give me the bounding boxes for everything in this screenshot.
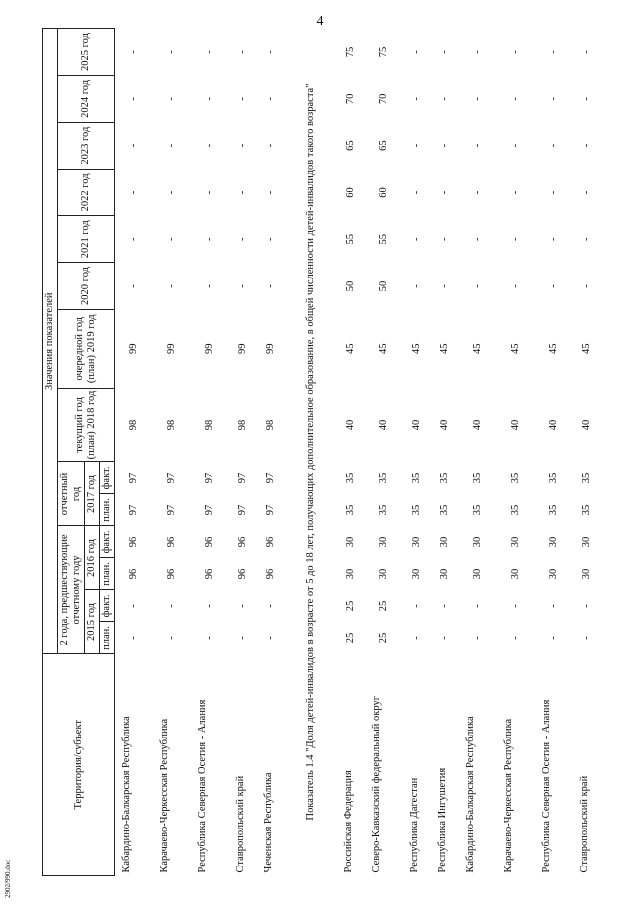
value-cell: 50 xyxy=(344,280,356,292)
value-cell: - xyxy=(203,237,215,241)
value-cell: - xyxy=(264,636,276,640)
value-cell: - xyxy=(580,190,592,195)
value-cell: 35 xyxy=(410,472,422,484)
value-cell: 99 xyxy=(165,343,177,354)
value-cell: - xyxy=(264,50,276,54)
value-cell: 30 xyxy=(471,568,483,580)
value-cell: 99 xyxy=(264,343,276,354)
value-cell: 98 xyxy=(203,419,215,431)
value-cell: 30 xyxy=(377,568,389,580)
value-cell: 65 xyxy=(344,140,356,151)
territory-cell: Республика Северная Осетия - Алания xyxy=(196,699,208,873)
value-cell: - xyxy=(264,237,276,241)
value-cell: 45 xyxy=(471,343,483,354)
value-cell: - xyxy=(547,97,559,101)
value-cell: 30 xyxy=(509,536,521,548)
value-cell: - xyxy=(264,190,276,195)
value-cell: - xyxy=(128,190,140,195)
value-cell: - xyxy=(509,190,521,195)
value-cell: 97 xyxy=(236,504,248,516)
value-cell: - xyxy=(264,284,276,288)
value-cell: - xyxy=(580,604,592,608)
value-cell: 45 xyxy=(410,343,422,354)
value-cell: - xyxy=(203,143,215,148)
header-2024: 2024 год xyxy=(58,76,115,123)
value-cell: - xyxy=(410,237,422,241)
value-cell: 30 xyxy=(580,568,592,580)
value-cell: - xyxy=(165,284,177,288)
value-cell: 30 xyxy=(509,568,521,580)
value-cell: 98 xyxy=(236,419,248,431)
header-fact: факт. xyxy=(100,462,115,494)
value-cell: 60 xyxy=(377,187,389,198)
value-cell: 96 xyxy=(203,536,215,548)
value-cell: - xyxy=(547,604,559,608)
value-cell: 97 xyxy=(236,472,248,484)
value-cell: - xyxy=(438,237,450,241)
value-cell: 35 xyxy=(509,472,521,484)
value-cell: 30 xyxy=(471,536,483,548)
territory-cell: Чеченская Республика xyxy=(262,772,274,873)
indicators-table xyxy=(42,28,601,876)
header-current-year: текущий год (план) 2018 год xyxy=(58,388,115,462)
header-year-2016: 2016 год xyxy=(85,526,100,590)
table-row xyxy=(115,29,153,876)
territory-cell: Карачаево-Черкесская Республика xyxy=(158,718,170,873)
table-row xyxy=(459,29,497,876)
value-cell: 55 xyxy=(344,233,356,245)
header-fact: факт. xyxy=(100,590,115,622)
value-cell: - xyxy=(410,284,422,288)
value-cell: - xyxy=(438,97,450,101)
territory-cell: Ставропольский край xyxy=(578,775,590,873)
value-cell: 99 xyxy=(203,343,215,354)
value-cell: 98 xyxy=(128,419,140,431)
value-cell: - xyxy=(264,143,276,148)
value-cell: - xyxy=(509,50,521,54)
value-cell: 30 xyxy=(410,568,422,580)
value-cell: - xyxy=(264,604,276,608)
value-cell: - xyxy=(471,237,483,241)
value-cell: - xyxy=(410,636,422,640)
value-cell: 35 xyxy=(410,504,422,516)
header-plan: план. xyxy=(100,558,115,590)
value-cell: - xyxy=(547,143,559,148)
value-cell: 35 xyxy=(509,504,521,516)
value-cell: 97 xyxy=(165,504,177,516)
value-cell: - xyxy=(438,50,450,54)
value-cell: - xyxy=(236,636,248,640)
value-cell: 25 xyxy=(377,600,389,612)
value-cell: 40 xyxy=(547,419,559,431)
value-cell: - xyxy=(165,190,177,195)
value-cell: - xyxy=(580,284,592,288)
value-cell: - xyxy=(438,190,450,195)
value-cell: - xyxy=(471,50,483,54)
value-cell: - xyxy=(236,143,248,148)
value-cell: - xyxy=(438,143,450,148)
value-cell: 40 xyxy=(580,419,592,431)
value-cell: - xyxy=(128,604,140,608)
table-row xyxy=(535,29,573,876)
value-cell: 35 xyxy=(344,472,356,484)
value-cell: 30 xyxy=(344,568,356,580)
value-cell: - xyxy=(203,190,215,195)
value-cell: 40 xyxy=(344,419,356,431)
value-cell: - xyxy=(580,636,592,640)
header-2020: 2020 год xyxy=(58,263,115,310)
value-cell: - xyxy=(547,284,559,288)
value-cell: 40 xyxy=(438,419,450,431)
value-cell: - xyxy=(438,636,450,640)
value-cell: 99 xyxy=(236,343,248,354)
value-cell: - xyxy=(438,284,450,288)
value-cell: - xyxy=(128,50,140,54)
territory-cell: Северо-Кавказский федеральный округ xyxy=(370,695,382,873)
value-cell: 65 xyxy=(377,140,389,151)
territory-cell: Кабардино-Балкарская Республика xyxy=(464,716,476,873)
value-cell: - xyxy=(236,284,248,288)
value-cell: 98 xyxy=(165,419,177,431)
value-cell: 70 xyxy=(377,93,389,105)
territory-cell: Ставропольский край xyxy=(234,775,246,873)
value-cell: 30 xyxy=(410,536,422,548)
value-cell: 97 xyxy=(128,472,140,484)
value-cell: 25 xyxy=(344,600,356,612)
value-cell: 45 xyxy=(509,343,521,354)
value-cell: - xyxy=(236,50,248,54)
value-cell: 40 xyxy=(377,419,389,431)
value-cell: - xyxy=(203,284,215,288)
value-cell: - xyxy=(203,50,215,54)
page-number: 4 xyxy=(316,14,324,29)
value-cell: 96 xyxy=(264,536,276,548)
value-cell: 97 xyxy=(203,504,215,516)
header-year-2017: 2017 год xyxy=(85,462,100,526)
value-cell: 35 xyxy=(377,504,389,516)
value-cell: 30 xyxy=(438,536,450,548)
value-cell: - xyxy=(509,237,521,241)
value-cell: - xyxy=(471,143,483,148)
header-next-year: очередной год (план) 2019 год xyxy=(58,309,115,388)
header-2021: 2021 год xyxy=(58,216,115,263)
value-cell: 35 xyxy=(580,472,592,484)
value-cell: 35 xyxy=(580,504,592,516)
value-cell: - xyxy=(509,604,521,608)
value-cell: 50 xyxy=(377,280,389,292)
value-cell: - xyxy=(547,636,559,640)
value-cell: - xyxy=(410,604,422,608)
value-cell: - xyxy=(165,143,177,148)
document-filename: 2902/990.doc xyxy=(4,859,12,898)
value-cell: 96 xyxy=(165,568,177,580)
header-fact: факт. xyxy=(100,526,115,558)
value-cell: - xyxy=(580,143,592,148)
value-cell: - xyxy=(128,237,140,241)
value-cell: 45 xyxy=(438,343,450,354)
value-cell: - xyxy=(471,190,483,195)
value-cell: - xyxy=(509,636,521,640)
table-row xyxy=(365,29,403,876)
value-cell: 97 xyxy=(128,504,140,516)
value-cell: 97 xyxy=(264,472,276,484)
territory-cell: Республика Дагестан xyxy=(408,777,420,873)
value-cell: - xyxy=(509,143,521,148)
value-cell: - xyxy=(438,604,450,608)
value-cell: - xyxy=(580,97,592,101)
value-cell: 35 xyxy=(344,504,356,516)
value-cell: - xyxy=(264,97,276,101)
value-cell: 35 xyxy=(547,504,559,516)
value-cell: 35 xyxy=(471,472,483,484)
territory-cell: Кабардино-Балкарская Республика xyxy=(121,716,133,873)
value-cell: 97 xyxy=(264,504,276,516)
value-cell: - xyxy=(165,97,177,101)
value-cell: - xyxy=(203,604,215,608)
table-row xyxy=(191,29,229,876)
value-cell: - xyxy=(509,97,521,101)
value-cell: - xyxy=(410,97,422,101)
value-cell: - xyxy=(236,190,248,195)
value-cell: - xyxy=(203,636,215,640)
value-cell: 30 xyxy=(547,536,559,548)
value-cell: 96 xyxy=(128,536,140,548)
value-cell: 96 xyxy=(264,568,276,580)
value-cell: 35 xyxy=(471,504,483,516)
table-row xyxy=(229,29,257,876)
territory-cell: Республика Северная Осетия - Алания xyxy=(540,699,552,873)
value-cell: 55 xyxy=(377,233,389,245)
header-two-years-before: 2 года, предшествующие отчетному году xyxy=(58,526,85,654)
value-cell: 98 xyxy=(264,419,276,431)
value-cell: 75 xyxy=(377,46,389,58)
header-year-2015: 2015 год xyxy=(85,590,100,654)
value-cell: - xyxy=(471,284,483,288)
header-values: Значения показателей xyxy=(43,29,58,654)
value-cell: 35 xyxy=(438,504,450,516)
value-cell: - xyxy=(236,97,248,101)
value-cell: - xyxy=(509,284,521,288)
value-cell: 45 xyxy=(547,343,559,354)
value-cell: 45 xyxy=(344,343,356,354)
value-cell: - xyxy=(128,143,140,148)
value-cell: - xyxy=(165,237,177,241)
header-reporting-year: отчетный год xyxy=(58,462,85,526)
value-cell: 35 xyxy=(438,472,450,484)
table-row xyxy=(337,29,365,876)
header-2022: 2022 год xyxy=(58,169,115,216)
value-cell: 40 xyxy=(509,419,521,431)
value-cell: 30 xyxy=(547,568,559,580)
value-cell: - xyxy=(128,97,140,101)
value-cell: 45 xyxy=(377,343,389,354)
header-2023: 2023 год xyxy=(58,122,115,169)
value-cell: - xyxy=(547,237,559,241)
table-header xyxy=(43,29,115,876)
value-cell: - xyxy=(236,604,248,608)
rotated-table-page xyxy=(42,28,640,876)
value-cell: 45 xyxy=(580,343,592,354)
value-cell: 30 xyxy=(344,536,356,548)
value-cell: 96 xyxy=(203,568,215,580)
value-cell: - xyxy=(165,604,177,608)
value-cell: 30 xyxy=(438,568,450,580)
value-cell: 96 xyxy=(128,568,140,580)
value-cell: - xyxy=(580,237,592,241)
value-cell: 60 xyxy=(344,187,356,198)
value-cell: 99 xyxy=(128,343,140,354)
value-cell: 70 xyxy=(344,93,356,105)
header-territory: Территория/субъект xyxy=(43,654,115,876)
value-cell: - xyxy=(547,50,559,54)
value-cell: 25 xyxy=(344,632,356,644)
value-cell: - xyxy=(410,50,422,54)
territory-cell: Российская Федерация xyxy=(342,770,354,873)
table-row xyxy=(497,29,535,876)
table-row xyxy=(573,29,601,876)
value-cell: 97 xyxy=(165,472,177,484)
value-cell: 35 xyxy=(377,472,389,484)
value-cell: - xyxy=(236,237,248,241)
territory-cell: Карачаево-Черкесская Республика xyxy=(502,718,514,873)
value-cell: - xyxy=(471,636,483,640)
value-cell: 35 xyxy=(547,472,559,484)
value-cell: - xyxy=(128,284,140,288)
table-row xyxy=(153,29,191,876)
value-cell: - xyxy=(165,636,177,640)
value-cell: - xyxy=(547,190,559,195)
value-cell: 96 xyxy=(236,536,248,548)
value-cell: 97 xyxy=(203,472,215,484)
header-plan: план. xyxy=(100,622,115,654)
territory-cell: Республика Ингушетия xyxy=(436,767,448,873)
table-row xyxy=(431,29,459,876)
value-cell: 25 xyxy=(377,632,389,644)
value-cell: - xyxy=(203,97,215,101)
value-cell: 30 xyxy=(377,536,389,548)
table-row xyxy=(257,29,285,876)
value-cell: 96 xyxy=(165,536,177,548)
value-cell: - xyxy=(471,97,483,101)
value-cell: 40 xyxy=(471,419,483,431)
value-cell: - xyxy=(410,143,422,148)
value-cell: - xyxy=(410,190,422,195)
value-cell: 75 xyxy=(344,46,356,58)
value-cell: 96 xyxy=(236,568,248,580)
value-cell: - xyxy=(471,604,483,608)
table-body xyxy=(115,29,601,876)
header-plan: план. xyxy=(100,494,115,526)
header-2025: 2025 год xyxy=(58,29,115,76)
value-cell: - xyxy=(580,50,592,54)
indicator-row xyxy=(285,29,337,876)
value-cell: - xyxy=(128,636,140,640)
value-cell: 40 xyxy=(410,419,422,431)
indicator-title: Показатель 1.4 "Доля детей-инвалидов в возрасте от 5 до 18 лет, получающих дополнительное образование, в общей численности детей-инвалидов такого возраста" xyxy=(304,83,316,821)
value-cell: - xyxy=(165,50,177,54)
table-row xyxy=(403,29,431,876)
value-cell: 30 xyxy=(580,536,592,548)
